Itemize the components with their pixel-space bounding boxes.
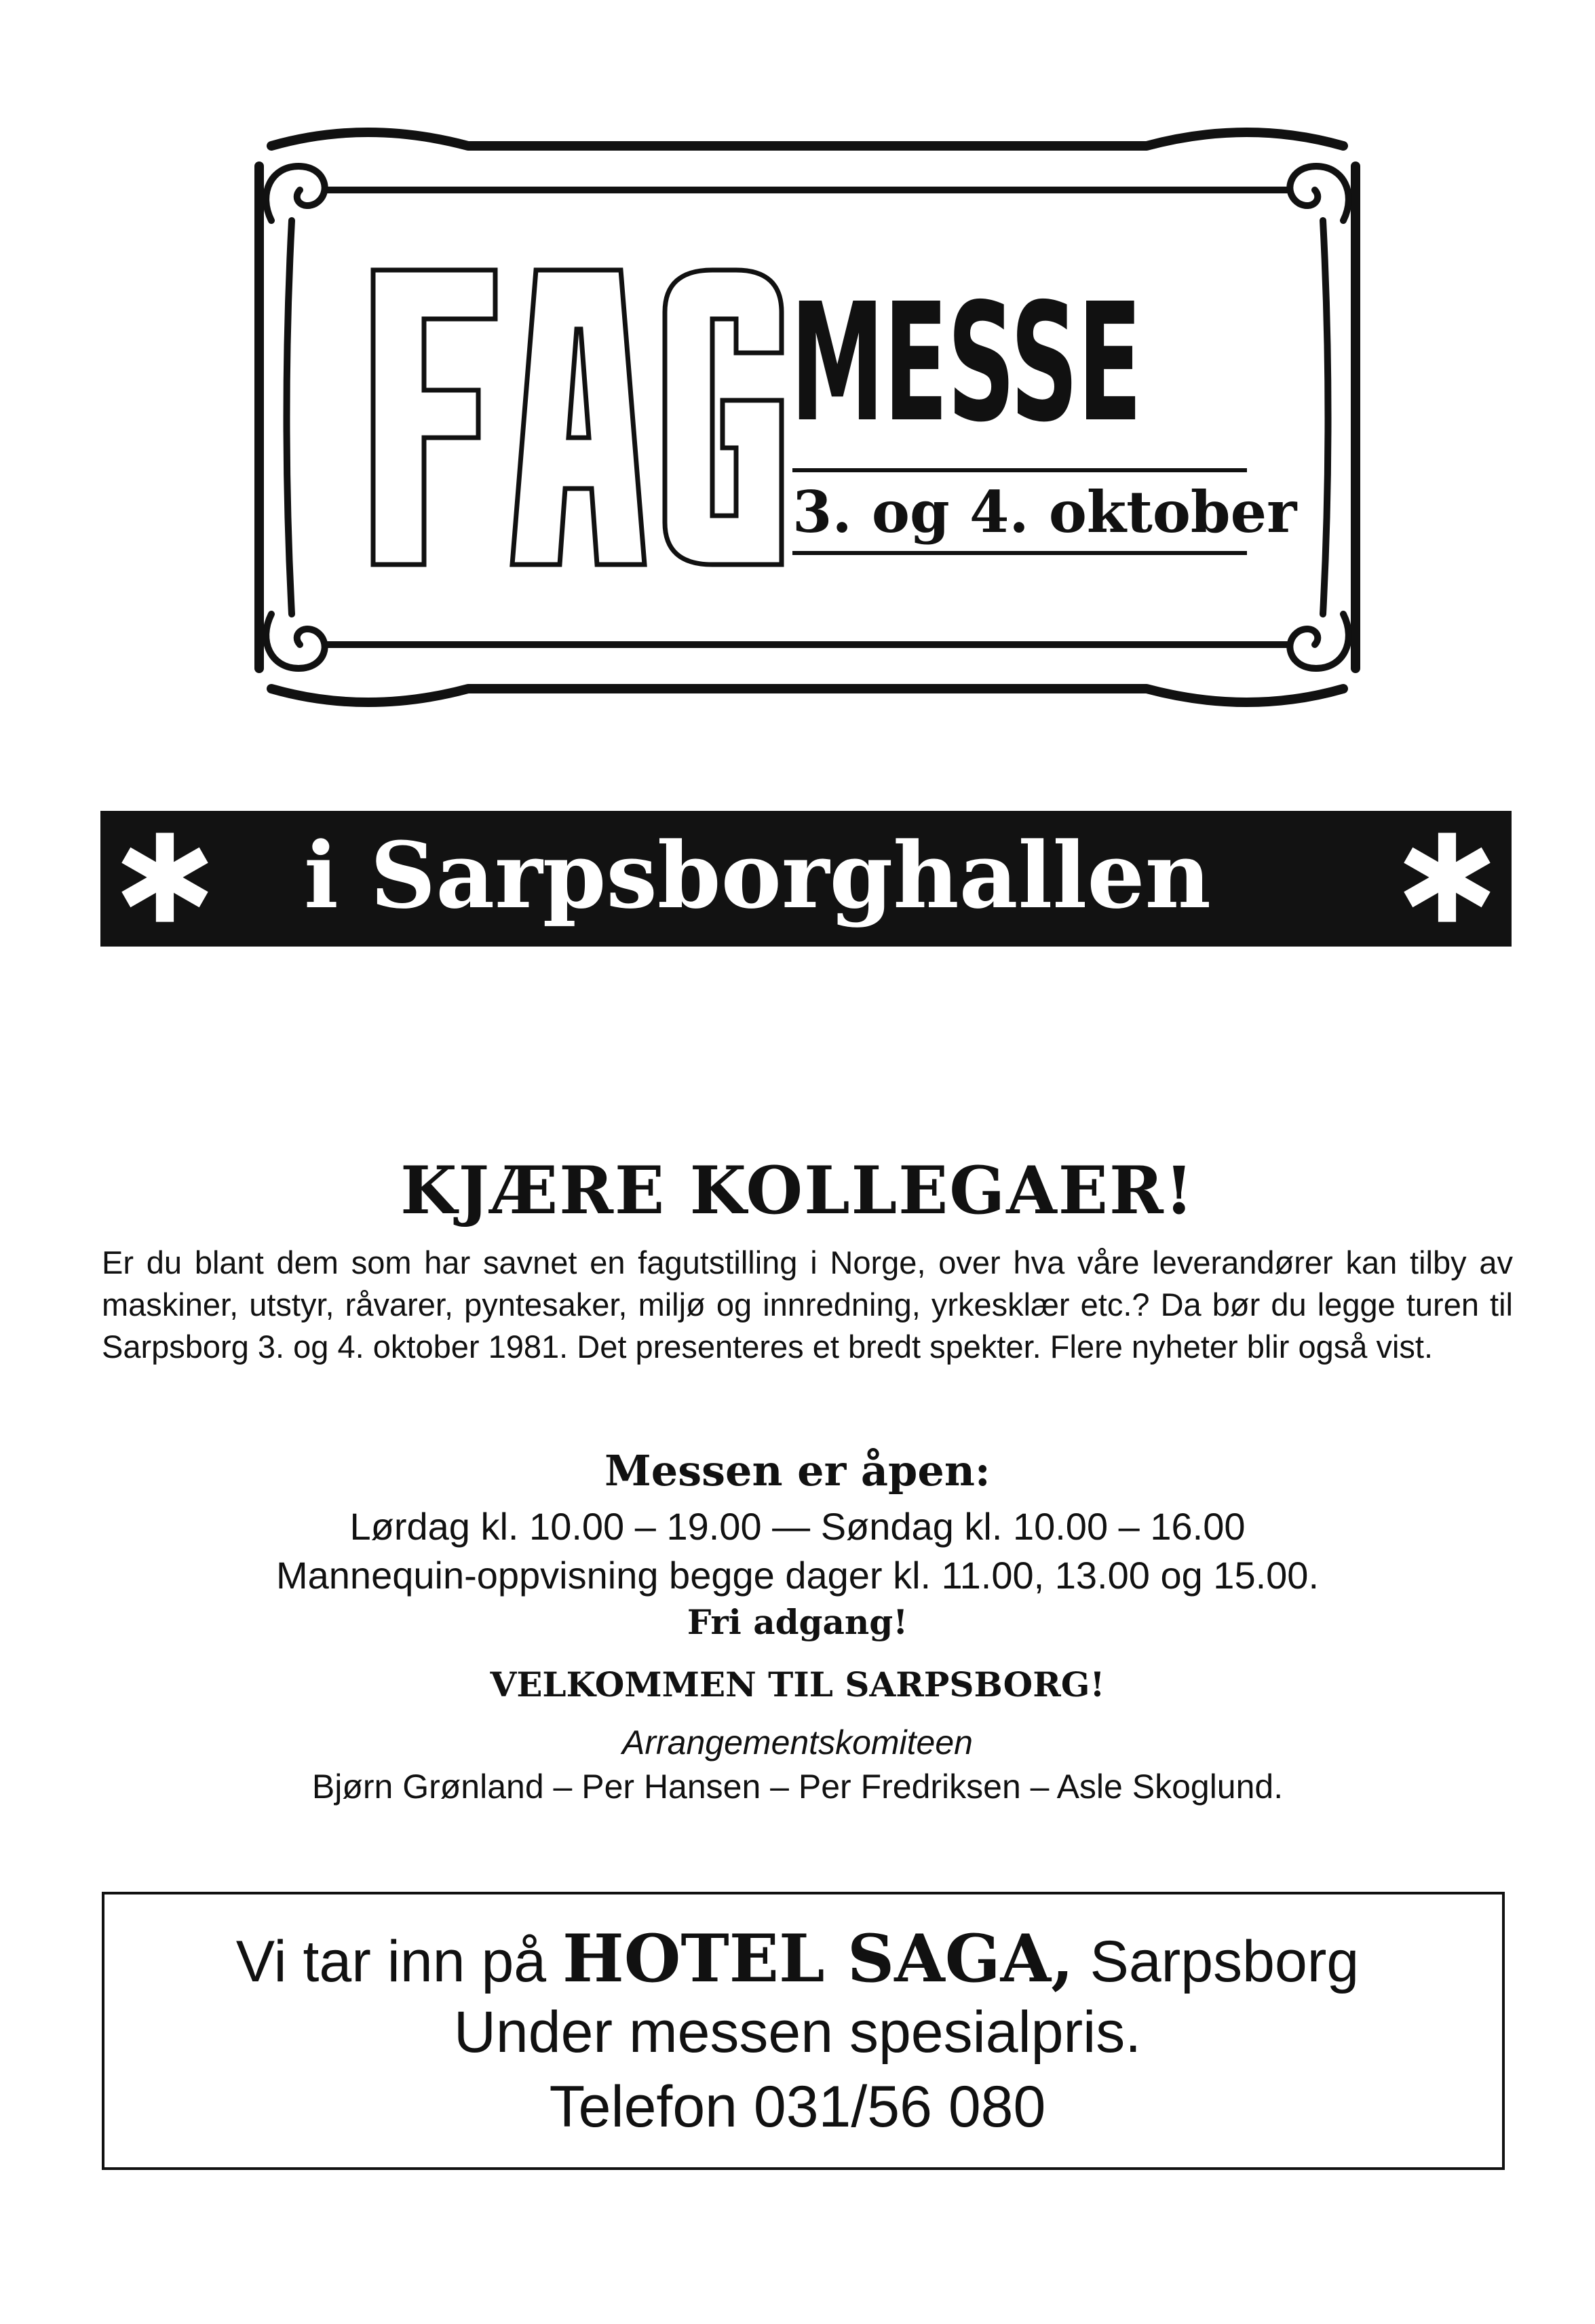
messe-lettering: MESSE <box>790 268 1142 458</box>
welcome-line: VELKOMMEN TIL SARPSBORG! <box>490 1664 1105 1704</box>
date-rule-top <box>792 468 1247 472</box>
mannequin-show: Mannequin-oppvisning begge dager kl. 11.00, 13.00 og 15.00. <box>275 1554 1320 1597</box>
phone-line: Telefon 031/56 080 <box>549 2074 1046 2139</box>
opening-title: Messen er åpen: <box>604 1446 991 1496</box>
venue-text: i Sarpsborghallen <box>304 822 1211 929</box>
opening-hours: Lørdag kl. 10.00 – 19.00 — Søndag kl. 10.00 – 16.00 <box>349 1505 1246 1548</box>
special-price-line: Under messen spesialpris. <box>453 2000 1142 2065</box>
hotel-line <box>0 1922 1595 1999</box>
hotel-suffix: Sarpsborg <box>1073 1929 1360 1994</box>
committee-names: Bjørn Grønland – Per Hansen – Per Fredriksen – Asle Skoglund. <box>311 1768 1284 1806</box>
hotel-name: HOTEL SAGA, <box>562 1920 1074 1997</box>
fag-outline-lettering <box>366 265 787 570</box>
intro-paragraph: Er du blant dem som har savnet en fagutstilling i Norge, over hva våre leverandører kan tilby av maskiner, utstyr, råvarer, pyntesaker, miljø og innredning, yrkesklær etc.? Da bør du legge turen til Sarpsborg 3. og 4. oktober 1981. Det presenteres et bredt spekter. Flere nyheter blir også vist. <box>102 1244 1513 1365</box>
greeting-heading: KJÆRE KOLLEGAER! <box>400 1152 1195 1229</box>
date-rule-bottom <box>792 551 1247 555</box>
asterisk-star-icon <box>114 823 216 932</box>
event-date: 3. og 4. oktober <box>792 478 1297 546</box>
venue-banner <box>100 811 1512 947</box>
free-admission: Fri adgang! <box>687 1602 908 1642</box>
asterisk-star-icon <box>1396 823 1498 932</box>
hotel-prefix: Vi tar inn på <box>235 1929 563 1994</box>
committee-label: Arrangementskomiteen <box>622 1723 973 1761</box>
